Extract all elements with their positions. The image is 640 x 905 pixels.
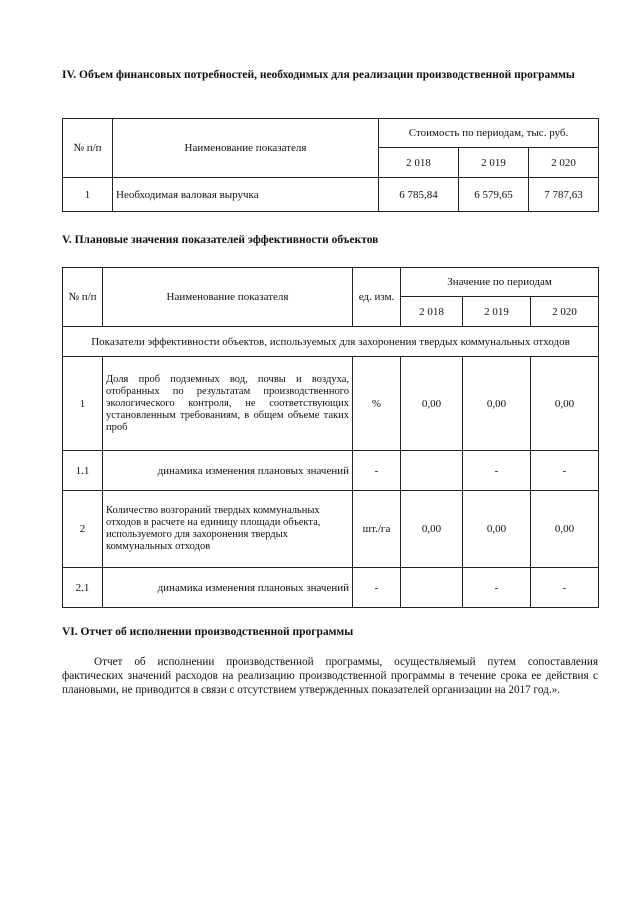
row-value: 0,00 xyxy=(531,491,599,568)
row-name: Количество возгораний твердых коммунальных отходов в расчете на единицу площади объекта, используемого для захоронения твердых коммунальных отходов xyxy=(103,491,353,568)
group-title-row: Показатели эффективности объектов, используемых для захоронения твердых коммунальных отходов xyxy=(63,327,599,357)
row-unit: % xyxy=(353,357,401,451)
row-name: динамика изменения плановых значений xyxy=(103,568,353,608)
table-row xyxy=(63,568,599,608)
row-value xyxy=(401,451,463,491)
row-name: Необходимая валовая выручка xyxy=(113,178,379,212)
row-value: 0,00 xyxy=(401,357,463,451)
row-value: - xyxy=(531,451,599,491)
column-header-name: Наименование показателя xyxy=(113,119,379,178)
row-unit: - xyxy=(353,451,401,491)
row-number: 1 xyxy=(63,357,103,451)
table-row xyxy=(63,491,599,568)
row-number: 1 xyxy=(63,178,113,212)
row-number: 1.1 xyxy=(63,451,103,491)
column-header-number: № п/п xyxy=(63,268,103,327)
table-row xyxy=(63,451,599,491)
row-value: - xyxy=(463,568,531,608)
table-row xyxy=(63,178,599,212)
row-value: 0,00 xyxy=(401,491,463,568)
column-header-unit: ед. изм. xyxy=(353,268,401,327)
year-header: 2 019 xyxy=(459,148,529,178)
row-value: 0,00 xyxy=(463,491,531,568)
section-6-heading: VI. Отчет об исполнении производственной программы xyxy=(62,626,354,638)
section-4-heading: IV. Объем финансовых потребностей, необходимых для реализации производственной программы xyxy=(62,69,575,81)
row-value: 7 787,63 xyxy=(529,178,599,212)
efficiency-indicators-table xyxy=(62,267,599,608)
row-value: - xyxy=(463,451,531,491)
year-header: 2 018 xyxy=(379,148,459,178)
row-value: 0,00 xyxy=(531,357,599,451)
row-value: 0,00 xyxy=(463,357,531,451)
row-value: - xyxy=(531,568,599,608)
table-row xyxy=(63,357,599,451)
row-number: 2.1 xyxy=(63,568,103,608)
column-header-cost: Стоимость по периодам, тыс. руб. xyxy=(379,119,599,148)
column-header-name: Наименование показателя xyxy=(103,268,353,327)
row-value: 6 785,84 xyxy=(379,178,459,212)
row-name: Доля проб подземных вод, почвы и воздуха, отобранных по результатам производственного экологического контроля, не соответствующих установленным требованиям, в общем объеме таких проб xyxy=(103,357,353,451)
column-header-values: Значение по периодам xyxy=(401,268,599,297)
column-header-number: № п/п xyxy=(63,119,113,178)
row-value xyxy=(401,568,463,608)
report-paragraph: Отчет об исполнении производственной программы, осуществляемый путем сопоставления фактических значений расходов на реализацию производственной программы в течение срока ее действия с плановыми, не приводится в связи с отсутствием утвержденных показателей организации на 2017 год.». xyxy=(62,656,598,696)
section-5-heading: V. Плановые значения показателей эффективности объектов xyxy=(62,234,379,246)
row-unit: шт./га xyxy=(353,491,401,568)
year-header: 2 018 xyxy=(401,297,463,327)
year-header: 2 020 xyxy=(531,297,599,327)
row-unit: - xyxy=(353,568,401,608)
year-header: 2 020 xyxy=(529,148,599,178)
row-value: 6 579,65 xyxy=(459,178,529,212)
financial-needs-table xyxy=(62,118,599,212)
year-header: 2 019 xyxy=(463,297,531,327)
row-name: динамика изменения плановых значений xyxy=(103,451,353,491)
row-number: 2 xyxy=(63,491,103,568)
